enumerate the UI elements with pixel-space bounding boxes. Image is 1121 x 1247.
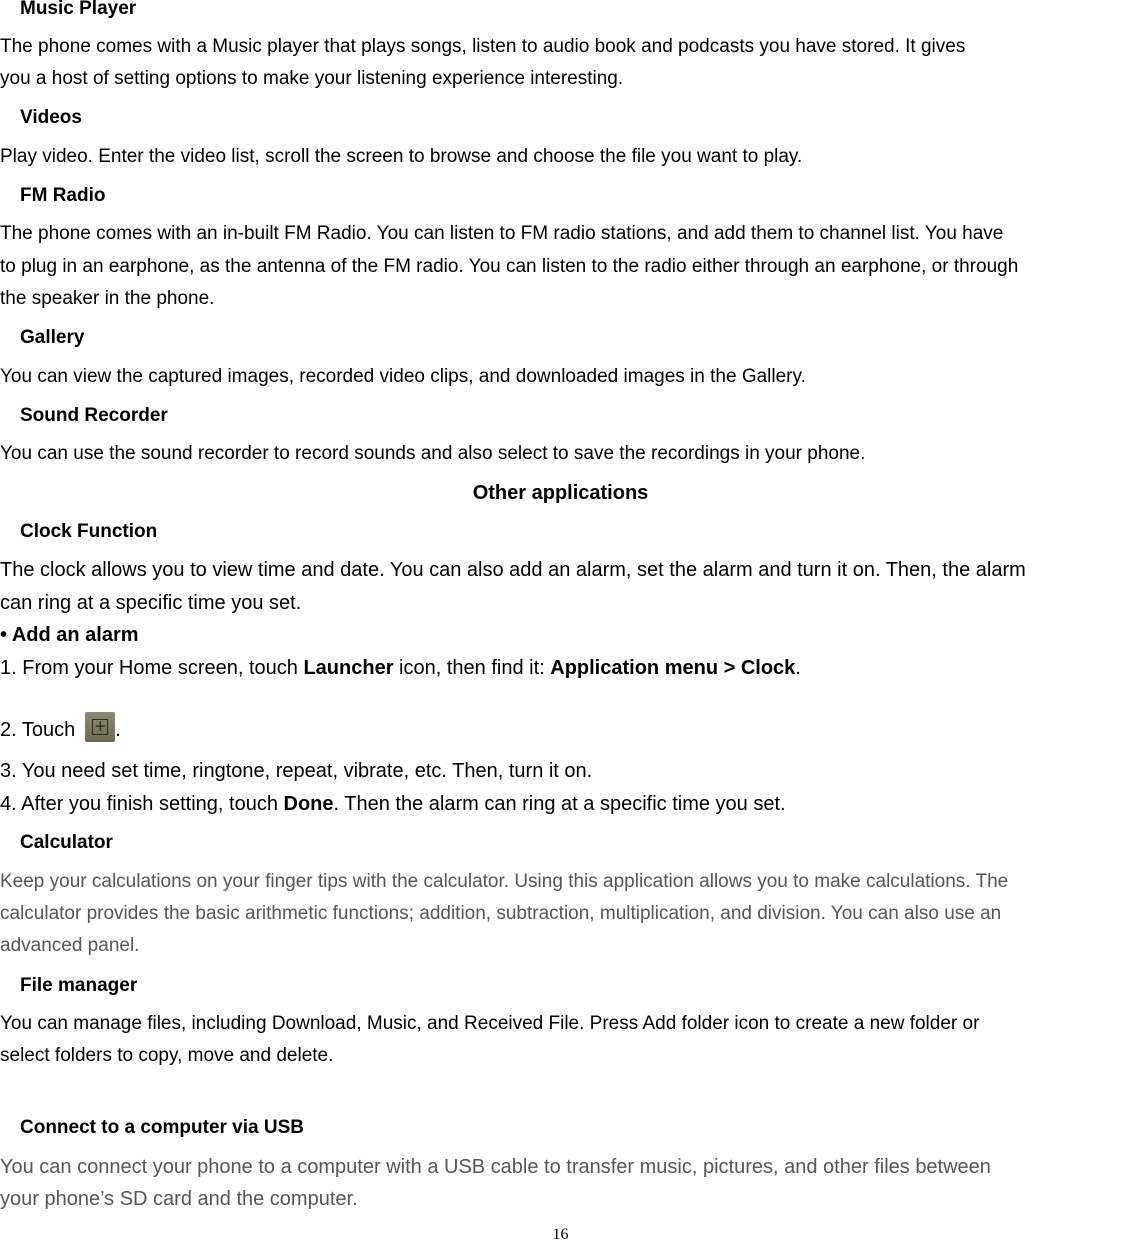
heading-videos: Videos: [20, 107, 82, 128]
music-text-line-2: you a host of setting options to make your listening experience interesting.: [0, 68, 624, 89]
page-number: 16: [552, 1226, 569, 1243]
usb-text-line-1: You can connect your phone to a computer with a USB cable to transfer music, pictures, and other files between: [0, 1156, 991, 1178]
clock-step-2: 2. Touch + .: [0, 712, 121, 742]
heading-calculator: Calculator: [20, 832, 113, 853]
heading-clock-function: Clock Function: [20, 521, 158, 542]
clock-step-1: 1. From your Home screen, touch Launcher icon, then find it: Application menu > Clock.: [0, 657, 801, 679]
clock-step-3: 3. You need set time, ringtone, repeat, vibrate, etc. Then, turn it on.: [0, 760, 593, 782]
calculator-text-line-1: Keep your calculations on your finger tips with the calculator. Using this application allows you to make calculations. The: [0, 871, 1009, 892]
heading-usb: Connect to a computer via USB: [20, 1117, 304, 1138]
fm-text-line-3: the speaker in the phone.: [0, 288, 215, 309]
add-alarm-icon: +: [85, 712, 115, 742]
usb-text-line-2: your phone’s SD card and the computer.: [0, 1188, 358, 1210]
section-title-other-applications: Other applications: [472, 482, 649, 504]
add-alarm-subheading: • Add an alarm: [0, 624, 139, 646]
fm-text-line-1: The phone comes with an in-built FM Radio. You can listen to FM radio stations, and add them to channel list. You have: [0, 223, 1004, 244]
fm-text-line-2: to plug in an earphone, as the antenna of the FM radio. You can listen to the radio either through an earphone, or through: [0, 256, 1019, 277]
heading-music-player: Music Player: [20, 0, 137, 19]
heading-gallery: Gallery: [20, 327, 85, 348]
clock-text-line-2: can ring at a specific time you set.: [0, 592, 302, 614]
calculator-text-line-3: advanced panel.: [0, 935, 140, 956]
file-text-line-1: You can manage files, including Download, Music, and Received File. Press Add folder icon to create a new folder or: [0, 1013, 980, 1034]
videos-text-line-1: Play video. Enter the video list, scroll the screen to browse and choose the file you want to play.: [0, 146, 803, 167]
heading-fm-radio: FM Radio: [20, 185, 106, 206]
clock-step-4: 4. After you finish setting, touch Done. Then the alarm can ring at a specific time you set.: [0, 793, 786, 815]
file-text-line-2: select folders to copy, move and delete.: [0, 1045, 334, 1066]
heading-file-manager: File manager: [20, 975, 138, 996]
music-text-line-1: The phone comes with a Music player that plays songs, listen to audio book and podcasts you have stored. It gives: [0, 36, 966, 57]
sound-text-line-1: You can use the sound recorder to record sounds and also select to save the recordings in your phone.: [0, 443, 866, 464]
gallery-text-line-1: You can view the captured images, recorded video clips, and downloaded images in the Gallery.: [0, 366, 806, 387]
calculator-text-line-2: calculator provides the basic arithmetic functions; addition, subtraction, multiplication, and division. You can also use an: [0, 903, 1002, 924]
heading-sound-recorder: Sound Recorder: [20, 405, 168, 426]
clock-text-line-1: The clock allows you to view time and date. You can also add an alarm, set the alarm and turn it on. Then, the alarm: [0, 559, 1026, 581]
